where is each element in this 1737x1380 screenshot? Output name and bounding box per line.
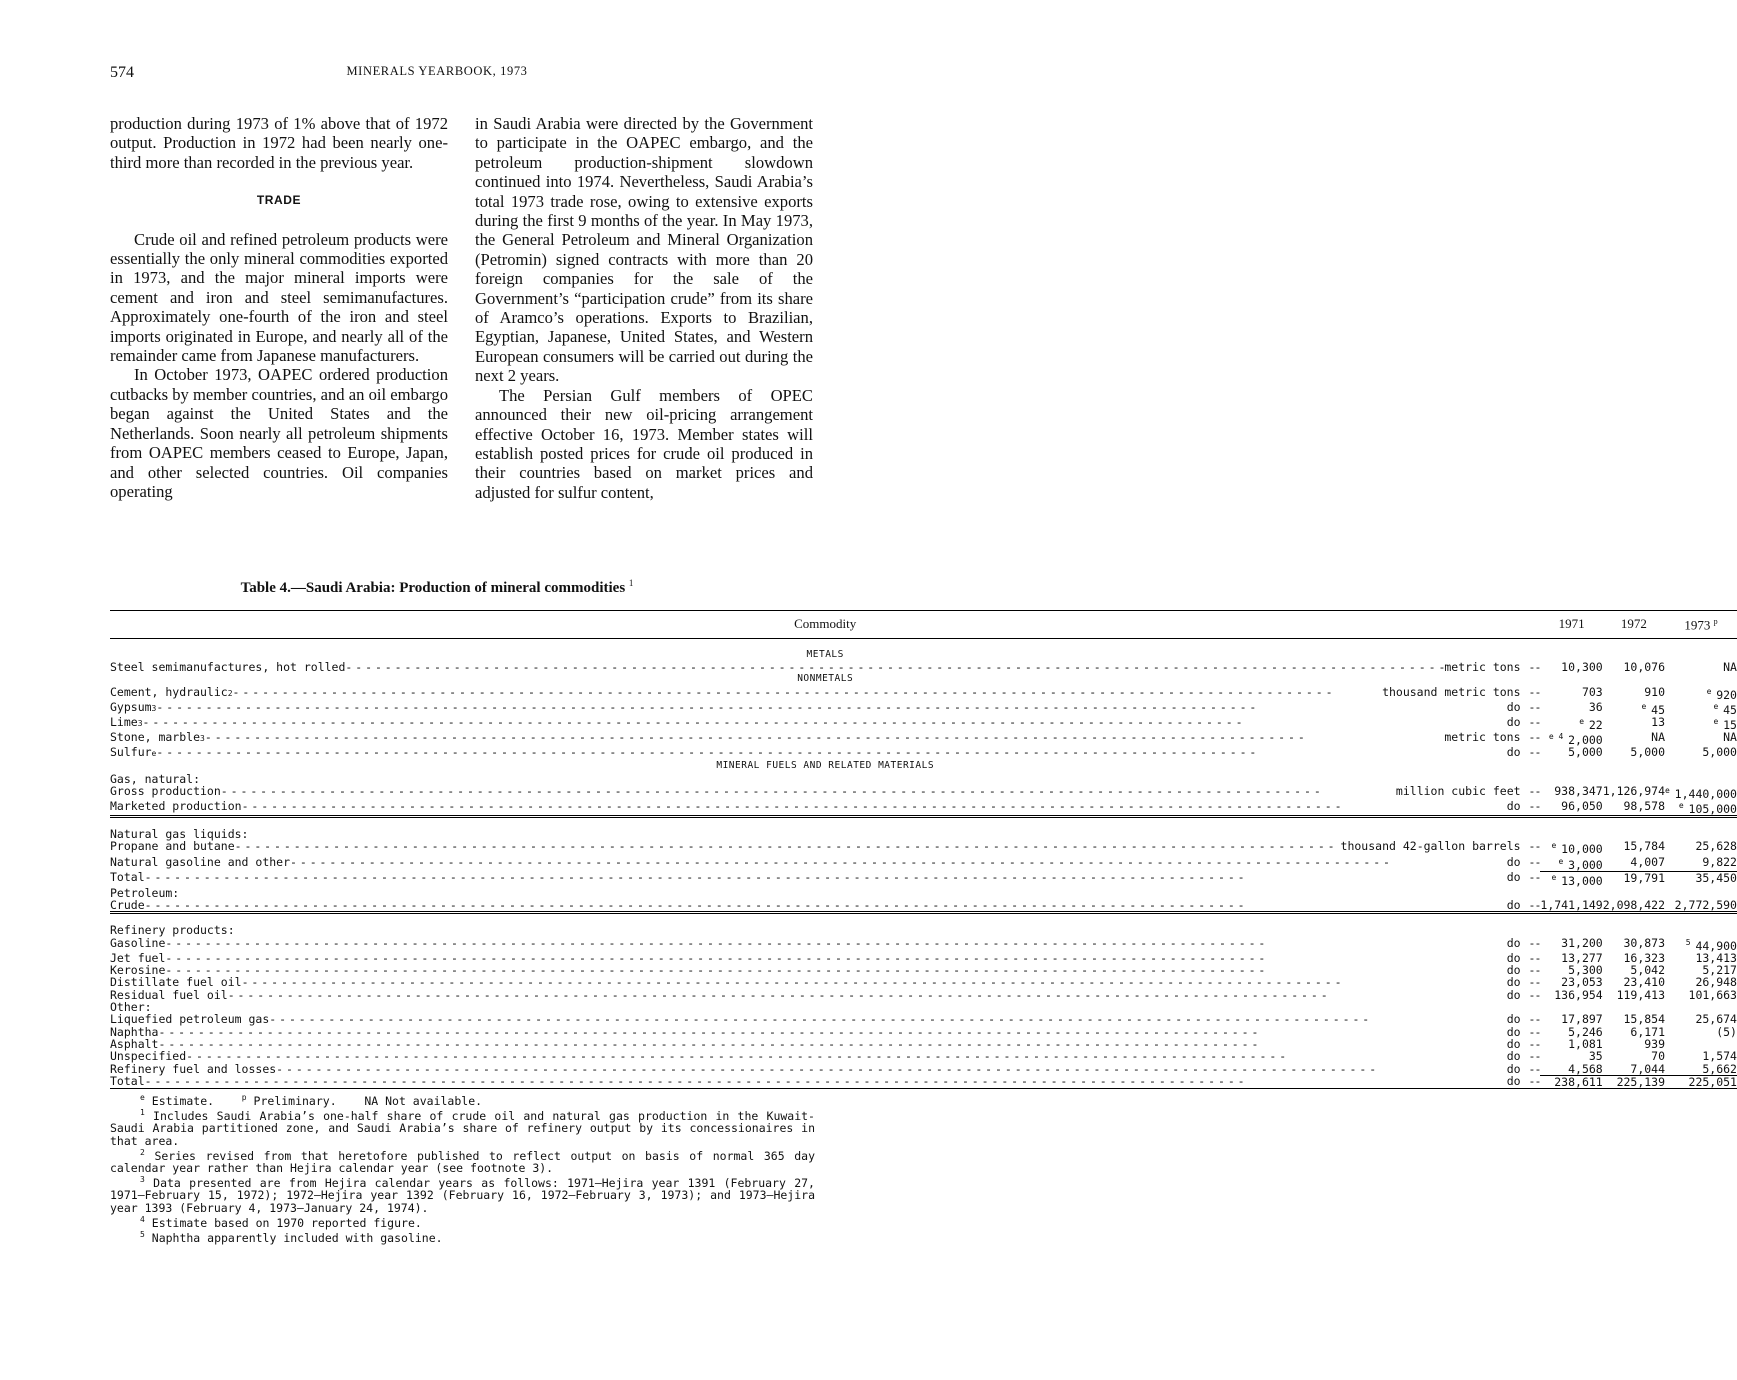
paragraph-exports: Crude oil and refined petroleum products were essentially the only mineral commodities exported in 1973, and the major mineral imports were cement and iron and steel semimanufactures. Approximately one-fourth of the iron and steel imports originated in Europe, and nearly all of the remainder came from Japanese manufacturers. (110, 229, 448, 366)
paragraph-oapec (110, 365, 448, 501)
commodity-name: Marketed production (110, 799, 242, 814)
value-1973: NA (1723, 729, 1737, 744)
row-label: Total - - - do -- (110, 1075, 1540, 1088)
row-label: Unspecified - - - do -- (110, 1050, 1540, 1062)
value-1971: $^{e 4}$ 2,000 (1548, 731, 1603, 747)
header-commodity: Commodity (110, 611, 1540, 639)
table-row (110, 856, 1737, 872)
table-row (110, 1075, 1737, 1088)
paragraph-production: production during 1973 of 1% above that of 1972 output. Production in 1972 had been nearly one-third more than recorded in the previous year. (110, 114, 448, 172)
row-label: Gypsum 3 - - - do -- (110, 701, 1540, 716)
table-row (110, 731, 1737, 746)
page-number: 574 (110, 64, 134, 81)
row-label: Gasoline - - - do -- (110, 937, 1540, 952)
table-row (110, 800, 1737, 817)
row-label: Naphtha - - - do -- (110, 1026, 1540, 1038)
table-row (110, 701, 1737, 716)
commodity-name: Natural gasoline and other (110, 854, 291, 869)
commodity-name: Naphtha (110, 1024, 159, 1039)
row-label: Lime 3 - - - do -- (110, 716, 1540, 731)
value-1973: 25,628 (1695, 839, 1737, 854)
value-1973: 1,574 (1702, 1049, 1737, 1064)
value-1971: 136,954 (1554, 987, 1603, 1002)
row-label (110, 924, 1540, 936)
section-metals: METALS (806, 648, 844, 660)
table-row (110, 840, 1737, 855)
commodity-name: Gypsum (110, 699, 152, 714)
table-row (110, 746, 1737, 760)
value-1973: 5,662 (1702, 1061, 1737, 1076)
value-1973: $^e$ 920 (1706, 686, 1737, 702)
value-1972: 13 (1651, 714, 1666, 729)
table-row (110, 686, 1737, 701)
row-label: Asphalt - - - do -- (110, 1038, 1540, 1050)
footnote-1: $^1$ Includes Saudi Arabia’s one-half share of crude oil and natural gas production in the Kuwait-Saudi Arabia partitioned zone, and Saudi Arabia’s share of refinery output by its concessionaires in that area. (110, 1108, 815, 1148)
commodity-name: Unspecified (110, 1049, 187, 1064)
row-label: Stone, marble 3 - - - metric tons -- (110, 731, 1540, 746)
commodity-name: Kerosine (110, 963, 166, 978)
value-1973: 9,822 (1702, 854, 1737, 869)
value-1972: NA (1651, 729, 1666, 744)
value-1971: 96,050 (1540, 800, 1602, 817)
commodity-name: Natural gas liquids: (110, 827, 249, 842)
value-1971: 5,000 (1568, 745, 1603, 760)
value-1973: 25,674 (1695, 1012, 1737, 1027)
value-1971: 1,081 (1568, 1036, 1603, 1051)
table-title: Table 4.—Saudi Arabia: Production of mineral commodities $^1$ (240, 578, 634, 596)
value-1972: 70 (1651, 1049, 1666, 1064)
unit-label: do (1506, 950, 1521, 965)
table-row (110, 1050, 1737, 1062)
unit-label: do (1506, 745, 1521, 760)
value-1972: 7,044 (1630, 1061, 1666, 1076)
value-1973: 35,450 (1665, 871, 1737, 887)
row-label: Gross production - - - million cubic feet -- (110, 785, 1540, 800)
table-row (110, 924, 1737, 936)
unit-label: do (1506, 799, 1521, 814)
header-1971: 1971 (1540, 611, 1602, 639)
paragraph-opec: The Persian Gulf members of OPEC announced their new oil-pricing arrangement effective October 16, 1973. Member states will establish posted prices for crude oil produced in their countries based on market prices and adjusted for sulfur content, (475, 385, 813, 502)
paragraph-oapec-part2: in Saudi Arabia were directed by the Government to participate in the OAPEC embargo, and the petroleum production-shipment slowdown continued into 1974. Nevertheless, Saudi Arabia’s total 1973 trade rose, owing to extensive exports during the first 9 months of the year. In May 1973, the General Petroleum and Mineral Organization (Petromin) signed contracts with more than 20 foreign companies for the sale of the Government’s “participation crude” from its share of Aramco’s operations. Exports to Brazilian, Egyptian, Japanese, United States, and Western European consumers will be carried out during the next 2 years. (475, 114, 813, 386)
footnote-4: $^4$ Estimate based on 1970 reported figure. (140, 1214, 422, 1230)
commodity-name: Liquefied petroleum gas (110, 1012, 270, 1027)
commodity-name: Refinery fuel and losses (110, 1061, 277, 1076)
value-1973: $^e$ 1,440,000 (1665, 785, 1737, 801)
footnote-legend: $^e$ Estimate. $^p$ Preliminary. NA Not available. (140, 1093, 483, 1108)
row-label: Natural gasoline and other - - - do -- (110, 856, 1540, 872)
unit-label: do (1506, 1061, 1521, 1076)
row-label: Crude - - - do -- (110, 899, 1540, 913)
paragraph-oapec-part1: In October 1973, OAPEC ordered production cutbacks by member countries, and an oil embargo began against the United States and the Netherlands. Soon nearly all petroleum shipments from OAPEC members ceased to Europe, Japan, and other selected countries. Oil companies operating (110, 365, 448, 501)
unit-label: do (1506, 1036, 1521, 1051)
value-1971: $^e$ 13,000 (1540, 871, 1602, 887)
commodity-name: Refinery products: (110, 923, 235, 938)
value-1972: $^e$ 45 (1641, 701, 1666, 717)
value-1973: 101,663 (1688, 987, 1737, 1002)
value-1973: 13,413 (1695, 950, 1737, 965)
row-label: Refinery fuel and losses - - - do -- (110, 1063, 1540, 1076)
value-1973: $^5$ 44,900 (1685, 937, 1737, 953)
table-header-row (110, 611, 1737, 639)
header-1972: 1972 (1603, 611, 1665, 639)
value-1972: 15,854 (1623, 1012, 1666, 1027)
value-1972: 5,042 (1630, 963, 1666, 978)
value-1973: $^e$ 45 (1713, 701, 1737, 717)
commodity-name: Gas, natural: (110, 771, 201, 786)
value-1971: 703 (1581, 684, 1603, 699)
unit-label: do (1506, 870, 1521, 885)
table-row (110, 716, 1737, 731)
value-1971: 31,200 (1561, 935, 1603, 950)
unit-label: do (1506, 975, 1521, 990)
value-1972: 10,076 (1623, 659, 1666, 674)
table-row (110, 871, 1737, 887)
commodity-name: Total (110, 870, 145, 885)
value-1973: $^e$ 105,000 (1665, 800, 1737, 817)
commodity-name: Cement, hydraulic (110, 684, 228, 699)
table-row (110, 976, 1737, 988)
row-label: Steel semimanufactures, hot rolled - - - metric tons -- (110, 661, 1540, 673)
value-1973 (1665, 773, 1737, 785)
unit-label: thousand metric tons (1382, 684, 1521, 699)
unit-label: do (1506, 935, 1521, 950)
value-1972: 4,007 (1630, 854, 1666, 869)
value-1972: 5,000 (1630, 745, 1666, 760)
value-1972: 30,873 (1623, 935, 1666, 950)
commodity-name: Lime (110, 714, 138, 729)
value-1971: 238,611 (1540, 1075, 1602, 1088)
commodity-name: Asphalt (110, 1036, 159, 1051)
table-row (110, 899, 1737, 913)
unit-label: do (1506, 1024, 1521, 1039)
commodity-name: Stone, marble (110, 729, 201, 744)
footnotes (110, 1092, 815, 1244)
value-1972: 19,791 (1603, 871, 1665, 887)
value-1973: NA (1723, 659, 1737, 674)
value-1971 (1540, 828, 1602, 840)
commodity-name: Gross production (110, 783, 221, 798)
unit-label: do (1506, 898, 1521, 913)
value-1972: 119,413 (1616, 987, 1666, 1002)
section-nonmetals: NONMETALS (797, 673, 854, 685)
commodity-name: Petroleum: (110, 885, 180, 900)
row-label: Marketed production - - - do -- (110, 800, 1540, 817)
value-1972: 15,784 (1623, 839, 1666, 854)
value-1972: 6,171 (1630, 1024, 1666, 1039)
value-1971: 10,300 (1561, 659, 1603, 674)
commodity-name: Crude (110, 898, 145, 913)
value-1971: 17,897 (1561, 1012, 1603, 1027)
value-1972: 939 (1644, 1036, 1666, 1051)
value-1972: 1,126,974 (1602, 783, 1666, 798)
running-title: MINERALS YEARBOOK, 1973 (346, 64, 528, 78)
value-1973: 5,000 (1702, 745, 1737, 760)
row-label: Total - - - do -- (110, 871, 1540, 887)
unit-label: do (1506, 1012, 1521, 1027)
text-column-left (110, 114, 448, 501)
commodity-name: Distillate fuel oil (110, 975, 242, 990)
table-row (110, 989, 1737, 1001)
footnote-5: $^5$ Naphtha apparently included with gasoline. (140, 1230, 443, 1245)
footnote-3: $^3$ Data presented are from Hejira calendar years as follows: 1971—Hejira year 1391 (February 27, 1971–February 15, 1972); 1972—Hejira year 1392 (February 16, 1972–February 3, 1973); and 1973—Hejira year 1393 (February 4, 1973–January 24, 1974). (110, 1175, 815, 1215)
row-label: Sulfur e - - - do -- (110, 746, 1540, 760)
table-row (110, 1013, 1737, 1025)
footnote-2: $^2$ Series revised from that heretofore published to reflect output on basis of normal 365 day calendar year rather than Hejira calendar year (see footnote 3). (110, 1147, 815, 1175)
commodity-name: Jet fuel (110, 950, 166, 965)
table-row (110, 661, 1737, 673)
commodity-name: Propane and butane (110, 839, 235, 854)
value-1973: (5) (1716, 1024, 1737, 1039)
value-1971: 35 (1588, 1049, 1603, 1064)
unit-label: do (1506, 699, 1521, 714)
unit-label: do (1506, 854, 1521, 869)
value-1971: 5,246 (1568, 1024, 1603, 1039)
row-label: Residual fuel oil - - - do -- (110, 989, 1540, 1001)
value-1972: 16,323 (1623, 950, 1666, 965)
section-fuels: MINERAL FUELS AND RELATED MATERIALS (716, 760, 935, 772)
value-1971: 13,277 (1561, 950, 1603, 965)
value-1971: 36 (1588, 699, 1603, 714)
value-1973: 5,217 (1702, 963, 1737, 978)
commodity-name: Steel semimanufactures, hot rolled (110, 659, 346, 674)
commodity-name: Other: (110, 1000, 152, 1015)
unit-label: do (1506, 1049, 1521, 1064)
value-1971: 4,568 (1568, 1061, 1603, 1076)
row-label: Kerosine - - - do -- (110, 964, 1540, 976)
value-1973 (1665, 924, 1737, 936)
commodity-name: Gasoline (110, 935, 166, 950)
row-label: Jet fuel - - - do -- (110, 952, 1540, 964)
row-label: Distillate fuel oil - - - do -- (110, 976, 1540, 988)
unit-label: do (1506, 963, 1521, 978)
header-1973: 1973 $^p$ (1665, 611, 1737, 639)
value-1971: 5,300 (1568, 963, 1603, 978)
unit-label: do (1506, 1074, 1521, 1089)
value-1972: 98,578 (1603, 800, 1665, 817)
value-1971: 1,741,149 (1540, 898, 1603, 913)
value-1973: 2,772,590 (1665, 899, 1737, 913)
value-1972: 225,139 (1603, 1075, 1665, 1088)
unit-label: do (1506, 987, 1521, 1002)
table-row (110, 937, 1737, 952)
value-1972: 23,410 (1623, 975, 1666, 990)
value-1971: $^e$ 10,000 (1551, 841, 1603, 857)
value-1972: 910 (1644, 684, 1666, 699)
value-1971: $^e$ 22 (1579, 716, 1603, 732)
commodity-name: Total (110, 1074, 145, 1089)
value-1973: 26,948 (1695, 975, 1737, 990)
row-label: Propane and butane - - - thousand 42-gallon barrels -- (110, 840, 1540, 855)
text-column-right (475, 114, 813, 502)
row-label: Cement, hydraulic 2 - - - thousand metric tons -- (110, 686, 1540, 701)
value-1971: 938,347 (1554, 783, 1603, 798)
unit-label: metric tons (1444, 659, 1521, 674)
value-1972: 2,098,422 (1602, 898, 1666, 913)
section-heading-trade: TRADE (256, 193, 302, 208)
unit-label: do (1506, 714, 1521, 729)
value-1971: $^e$ 3,000 (1558, 856, 1603, 872)
value-1971: 23,053 (1561, 975, 1603, 990)
commodity-name: Sulfur (110, 745, 152, 760)
row-label: Liquefied petroleum gas - - - do -- (110, 1013, 1540, 1025)
production-table (110, 610, 1737, 1089)
unit-label: thousand 42-gallon barrels (1340, 839, 1521, 854)
value-1973: 225,051 (1665, 1075, 1737, 1088)
table-row (110, 785, 1737, 800)
value-1973: $^e$ 15 (1713, 716, 1737, 732)
unit-label: million cubic feet (1395, 783, 1521, 798)
unit-label: metric tons (1444, 729, 1521, 744)
commodity-name: Residual fuel oil (110, 987, 228, 1002)
